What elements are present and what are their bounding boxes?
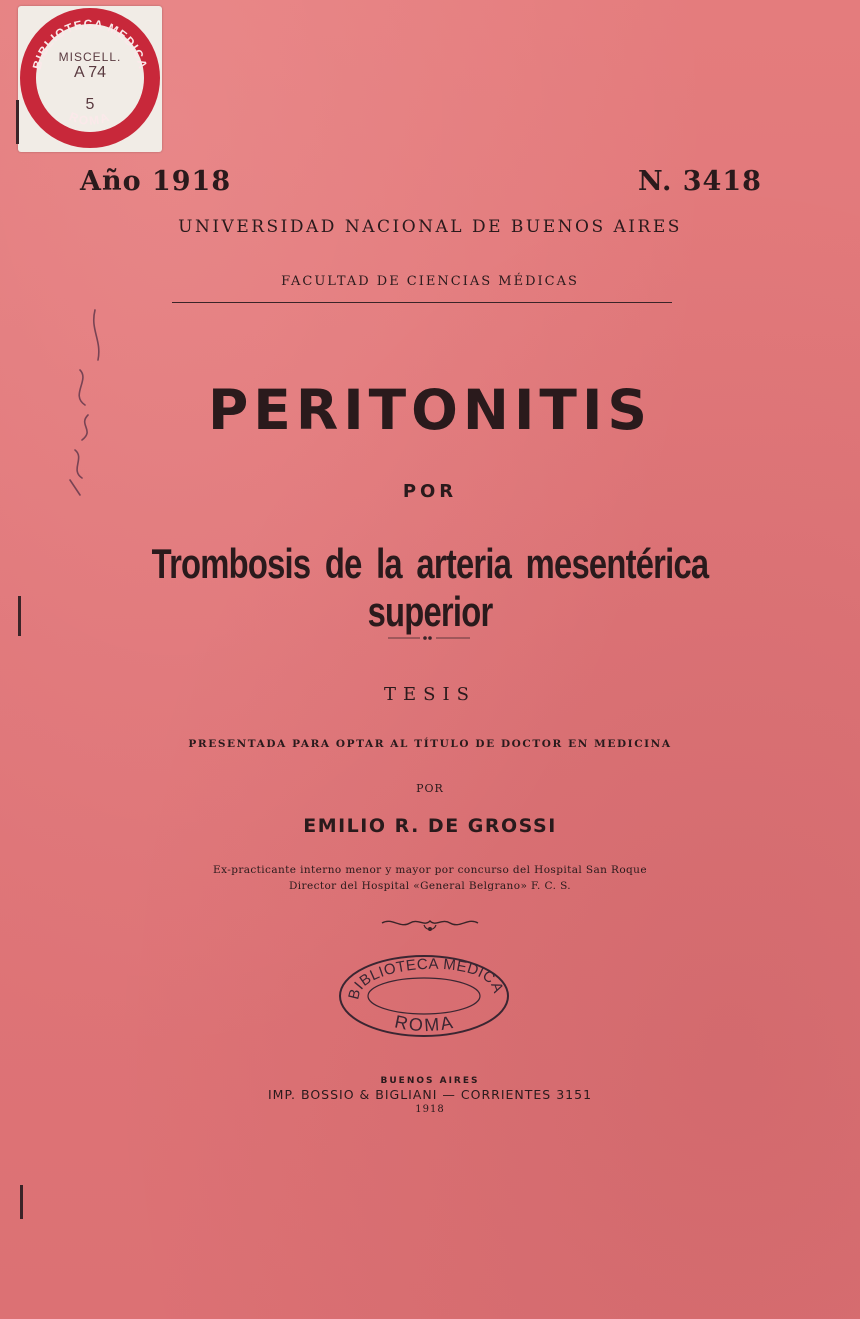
subtitle: Trombosis de la arteria mesentérica superior [151, 540, 709, 635]
thesis-number: N. 3418 [638, 166, 762, 197]
binding-mark [20, 1185, 23, 1219]
imprint-printer: IMP. BOSSIO & BIGLIANI — CORRIENTES 3151 [267, 1087, 593, 1102]
binding-mark [18, 596, 21, 636]
author-name: EMILIO R. DE GROSSI [303, 815, 557, 837]
svg-text:ROMA [393, 1011, 456, 1035]
imprint-year: 1918 [415, 1104, 445, 1115]
degree-statement: PRESENTADA PARA OPTAR AL TÍTULO DE DOCTOR EN MEDICINA [188, 738, 672, 750]
header-divider [172, 302, 672, 303]
faculty-name: FACULTAD DE CIENCIAS MÉDICAS [281, 274, 579, 289]
author-por: POR [416, 782, 444, 795]
stamp-line-1: MISCELL. [58, 50, 122, 64]
imprint-city: BUENOS AIRES [380, 1076, 480, 1086]
oval-stamp-top-text: BIBLIOTECA MEDICA [345, 955, 507, 1002]
stamp-ring-bottom-text: ROMA [67, 109, 113, 128]
divider-ornament-icon [380, 630, 480, 646]
stamp-ring-top-text: BIBLIOTECA MEDICA [29, 16, 151, 71]
library-oval-stamp-icon [335, 950, 513, 1042]
binding-mark [16, 100, 19, 144]
year-label: Año 1918 [80, 166, 232, 197]
author-credential-1: Ex-practicante interno menor y mayor por concurso del Hospital San Roque [213, 864, 647, 876]
author-credential-2: Director del Hospital «General Belgrano» F. C. S. [288, 880, 572, 892]
thesis-label: TESIS [384, 684, 476, 705]
title-por: POR [402, 481, 458, 502]
flourish-ornament-icon [378, 913, 482, 935]
stamp-line-2: A 74 [73, 64, 107, 81]
oval-stamp-bottom-text: ROMA [392, 1011, 457, 1036]
stamp-line-3: 5 [85, 96, 95, 113]
university-name: UNIVERSIDAD NACIONAL DE BUENOS AIRES [178, 217, 682, 237]
main-title: PERITONITIS [207, 378, 653, 442]
library-label-stamp [18, 6, 162, 152]
